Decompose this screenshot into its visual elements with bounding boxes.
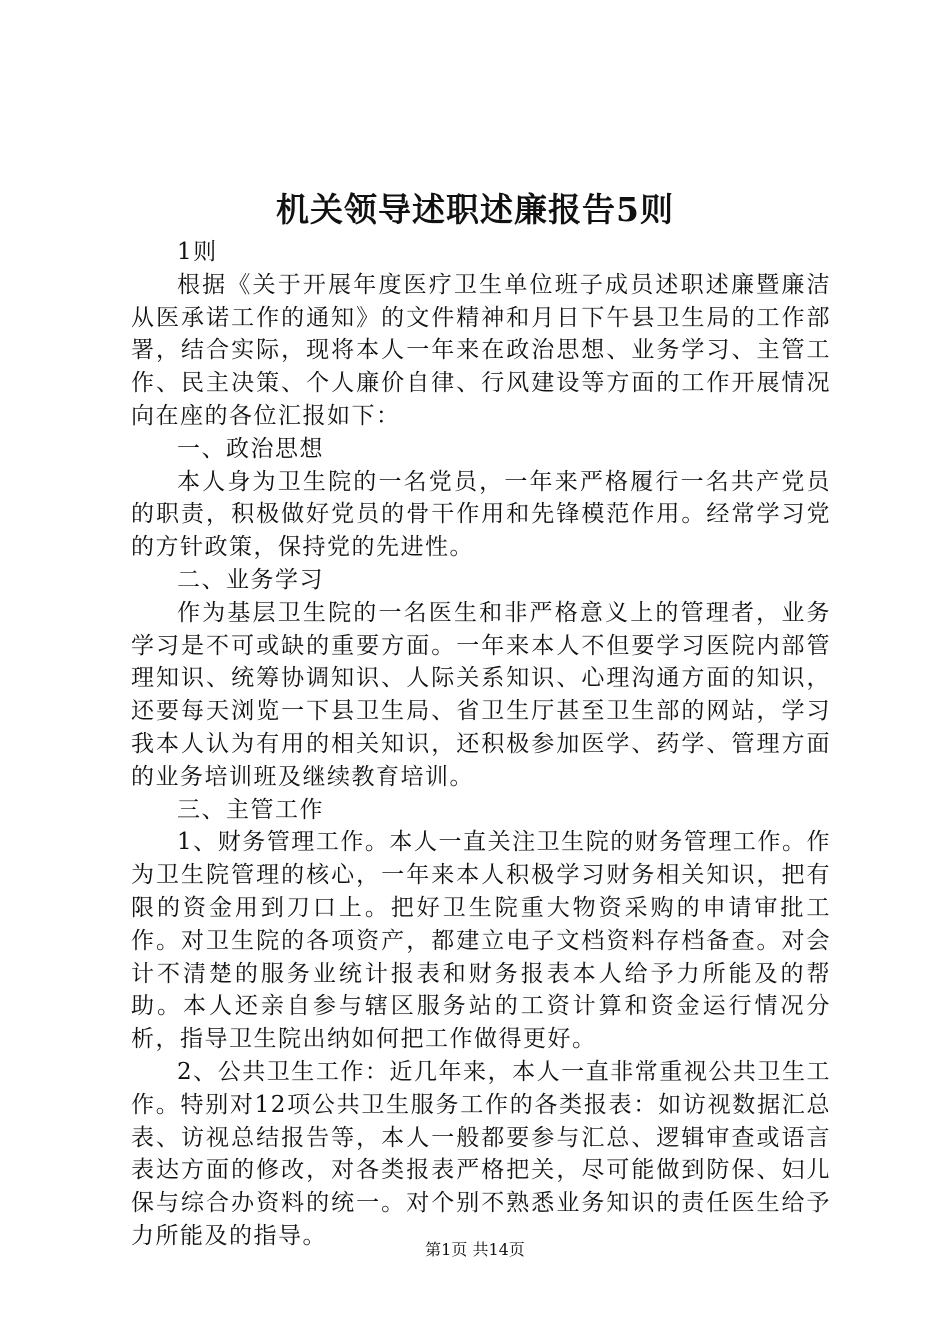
paragraph-intro: 根据《关于开展年度医疗卫生单位班子成员述职述廉暨廉洁从医承诺工作的通知》的文件精神和月日下午县卫生局的工作部署，结合实际，现将本人一年来在政治思想、业务学习、主管工作、民主决策、个人廉价自律、行风建设等方面的工作开展情况向在座的各位汇报如下： — [131, 271, 831, 429]
paragraph-section-number: 1则 — [177, 239, 218, 265]
paragraph-business-study: 作为基层卫生院的一名医生和非严格意义上的管理者，业务学习是不可或缺的重要方面。一年来本人不但要学习医院内部管理知识、统筹协调知识、人际关系知识、心理沟通方面的知识，还要每天浏览一下县卫生局、省卫生厅甚至卫生部的网站，学习我本人认为有用的相关知识，还积极参加医学、药学、管理方面的业务培训班及继续教育培训。 — [131, 599, 831, 790]
paragraph-public-health: 2、公共卫生工作：近几年来，本人一直非常重视公共卫生工作。特别对12项公共卫生服务工作的各类报表：如访视数据汇总表、访视总结报告等，本人一般都要参与汇总、逻辑审查或语言表达方面的修改，对各类报表严格把关，尽可能做到防保、妇儿保与综合办资料的统一。对个别不熟悉业务知识的责任医生给予力所能及的指导。 — [131, 1058, 831, 1249]
heading-political-thought: 一、政治思想 — [177, 435, 324, 462]
paragraph-political-thought: 本人身为卫生院的一名党员，一年来严格履行一名共产党员的职责，积极做好党员的骨干作用和先锋模范作用。经常学习党的方针政策，保持党的先进性。 — [131, 468, 831, 561]
paragraph-finance-management: 1、财务管理工作。本人一直关注卫生院的财务管理工作。作为卫生院管理的核心，一年来本人积极学习财务相关知识，把有限的资金用到刀口上。把好卫生院重大物资采购的申请审批工作。对卫生院的各项资产，都建立电子文档资料存档备查。对会计不清楚的服务业统计报表和财务报表本人给予力所能及的帮助。本人还亲自参与辖区服务站的工资计算和资金运行情况分析，指导卫生院出纳如何把工作做得更好。 — [131, 829, 831, 1053]
document-body — [131, 236, 831, 1253]
document-title: 机关领导述职述廉报告5则 — [276, 190, 674, 229]
heading-supervised-work: 三、主管工作 — [177, 796, 324, 823]
page-footer: 第1页 共14页 — [425, 1240, 525, 1259]
heading-business-study: 二、业务学习 — [177, 566, 324, 593]
